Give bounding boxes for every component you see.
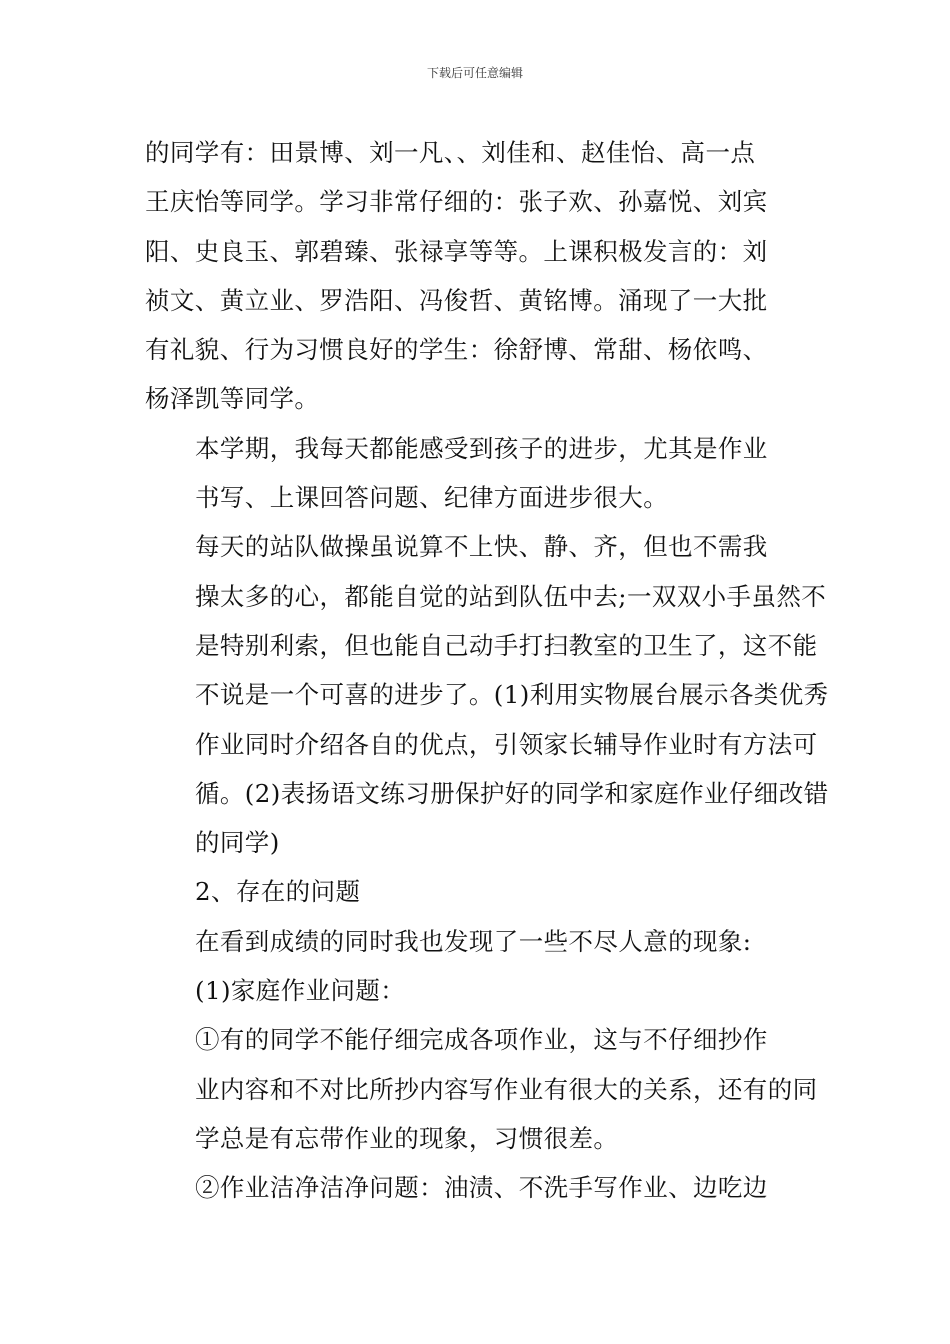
document-body bbox=[145, 128, 829, 1213]
paragraph bbox=[145, 1163, 807, 1212]
text-line: ①有的同学不能仔细完成各项作业，这与不仔细抄作 bbox=[195, 1025, 768, 1055]
paragraph bbox=[145, 1015, 818, 1163]
paragraph bbox=[145, 424, 807, 523]
paragraph bbox=[145, 966, 807, 1015]
paragraph bbox=[145, 522, 829, 867]
text-line: 有礼貌、行为习惯良好的学生：徐舒博、常甜、杨依鸣、 bbox=[145, 335, 768, 365]
text-line: 阳、史良玉、郭碧臻、张禄享等等。上课积极发言的：刘 bbox=[145, 236, 768, 266]
text-line: 书写、上课回答问题、纪律方面进步很大。 bbox=[195, 483, 669, 513]
text-line: 的同学) bbox=[195, 828, 280, 858]
text-line: 每天的站队做操虽说算不上快、静、齐，但也不需我 bbox=[195, 532, 768, 562]
text-line: 业内容和不对比所抄内容写作业有很大的关系，还有的同 bbox=[195, 1074, 818, 1104]
paragraph bbox=[145, 128, 807, 424]
text-line: ②作业洁净洁净问题：油渍、不洗手写作业、边吃边 bbox=[195, 1173, 768, 1203]
text-line: 本学期，我每天都能感受到孩子的进步，尤其是作业 bbox=[195, 433, 768, 463]
text-line: 杨泽凯等同学。 bbox=[145, 384, 320, 414]
text-line: 是特别利索，但也能自己动手打扫教室的卫生了，这不能 bbox=[195, 630, 818, 660]
text-line: 不说是一个可喜的进步了。(1)利用实物展台展示各类优秀 bbox=[195, 680, 829, 710]
text-line: 的同学有：田景博、刘一凡、、刘佳和、赵佳怡、高一点 bbox=[145, 138, 756, 167]
text-line: 循。(2)表扬语文练习册保护好的同学和家庭作业仔细改错 bbox=[195, 778, 829, 808]
text-line: 2、存在的问题 bbox=[195, 877, 361, 907]
paragraph bbox=[145, 867, 807, 916]
text-line: 祯文、黄立业、罗浩阳、冯俊哲、黄铭博。涌现了一大批 bbox=[145, 285, 768, 315]
text-line: 学总是有忘带作业的现象，习惯很差。 bbox=[195, 1123, 619, 1153]
text-line: 王庆怡等同学。学习非常仔细的：张子欢、孙嘉悦、刘宾 bbox=[145, 187, 768, 217]
text-line: 操太多的心，都能自觉的站到队伍中去;一双双小手虽然不 bbox=[195, 581, 827, 611]
paragraph bbox=[145, 917, 807, 966]
text-line: 在看到成绩的同时我也发现了一些不尽人意的现象: bbox=[195, 926, 752, 956]
text-line: 作业同时介绍各自的优点，引领家长辅导作业时有方法可 bbox=[195, 729, 818, 759]
page-header: 下载后可任意编辑 bbox=[426, 66, 523, 80]
text-line: (1)家庭作业问题： bbox=[195, 976, 406, 1006]
